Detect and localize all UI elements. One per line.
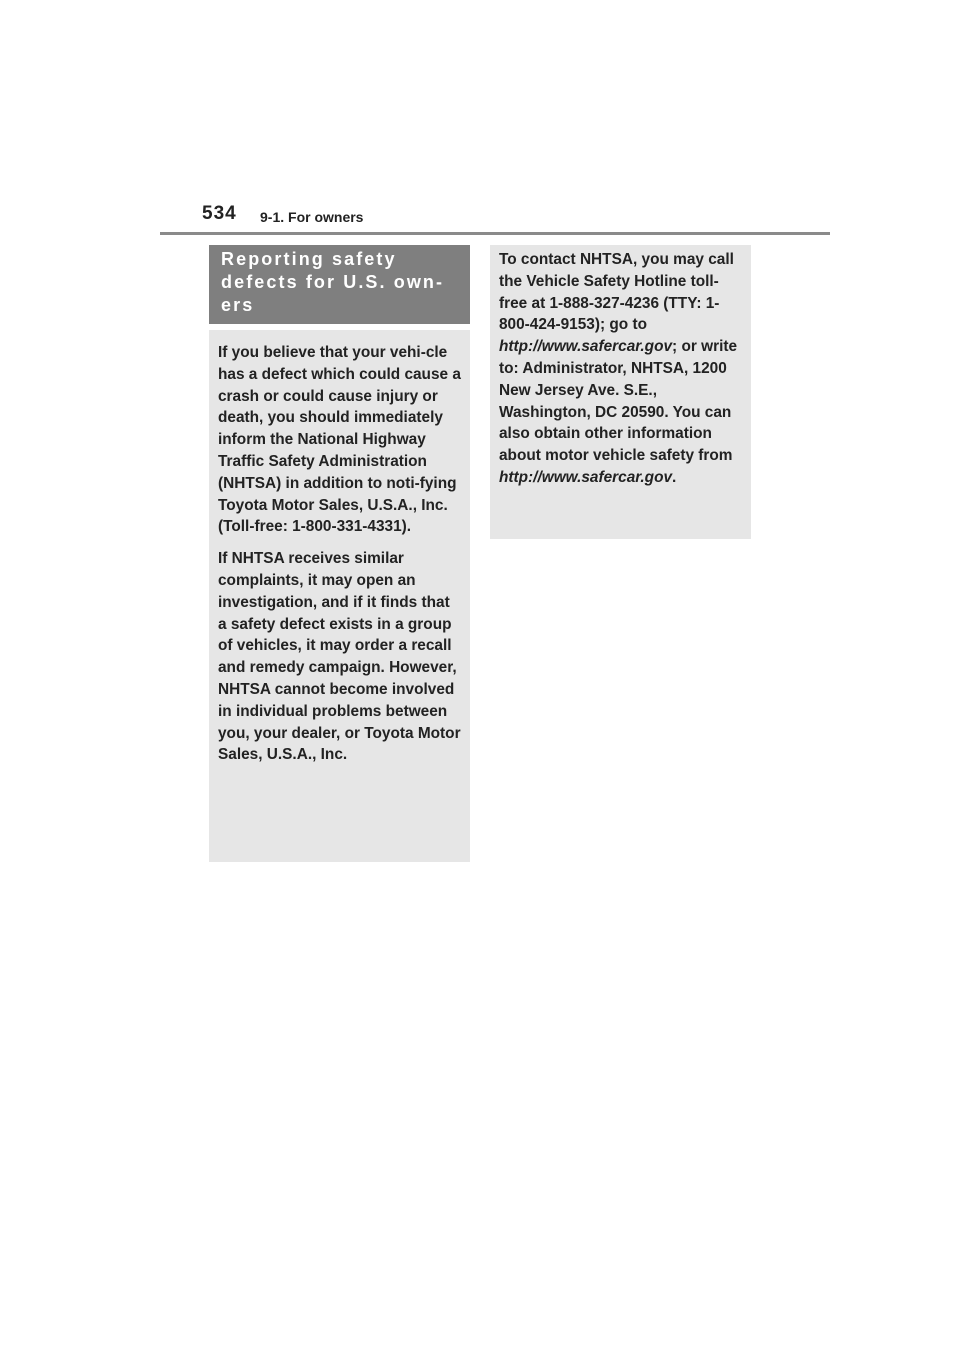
contact-text-3: .: [672, 468, 677, 486]
paragraph-contact-nhtsa: [499, 249, 743, 489]
page-header: [160, 0, 830, 236]
left-column: [209, 245, 470, 862]
section-heading-box: [209, 245, 470, 324]
page-number: 534: [202, 203, 237, 224]
paragraph-defect-reporting: If you believe that your vehi-cle has a defect which could cause a crash or could cause injury or death, you should immediately inform the National Highway Traffic Safety Administration (NHTSA) in addition to noti-fying Toyota Motor Sales, U.S.A., Inc. (Toll-free: 1-800-331-4331).: [218, 344, 461, 536]
right-content-box: [490, 245, 751, 539]
contact-text-1: To contact NHTSA, you may call the Vehicle Safety Hotline toll-free at 1-888-327-4236 (TTY: 1-800-424-9153); go to: [499, 251, 734, 334]
safercar-link-1[interactable]: http://www.safercar.gov: [499, 338, 673, 356]
header-divider: [160, 232, 830, 235]
safercar-link-2[interactable]: http://www.safercar.gov: [499, 468, 673, 486]
left-content-box: [209, 330, 470, 862]
section-title: 9-1. For owners: [260, 209, 364, 225]
paragraph-nhtsa-investigation: If NHTSA receives similar complaints, it may open an investigation, and if it finds that a safety defect exists in a group of vehicles, it may order a recall and remedy campaign. However, NHTSA cannot become involved in individual problems between you, your dealer, or Toyota Motor Sales, U.S.A., Inc.: [218, 550, 461, 764]
section-heading: Reporting safety defects for U.S. own-ers: [221, 249, 445, 315]
contact-text-2: ; or write to: Administrator, NHTSA, 1200 New Jersey Ave. S.E., Washington, DC 20590. You can also obtain other information about motor vehicle safety from: [499, 338, 738, 465]
